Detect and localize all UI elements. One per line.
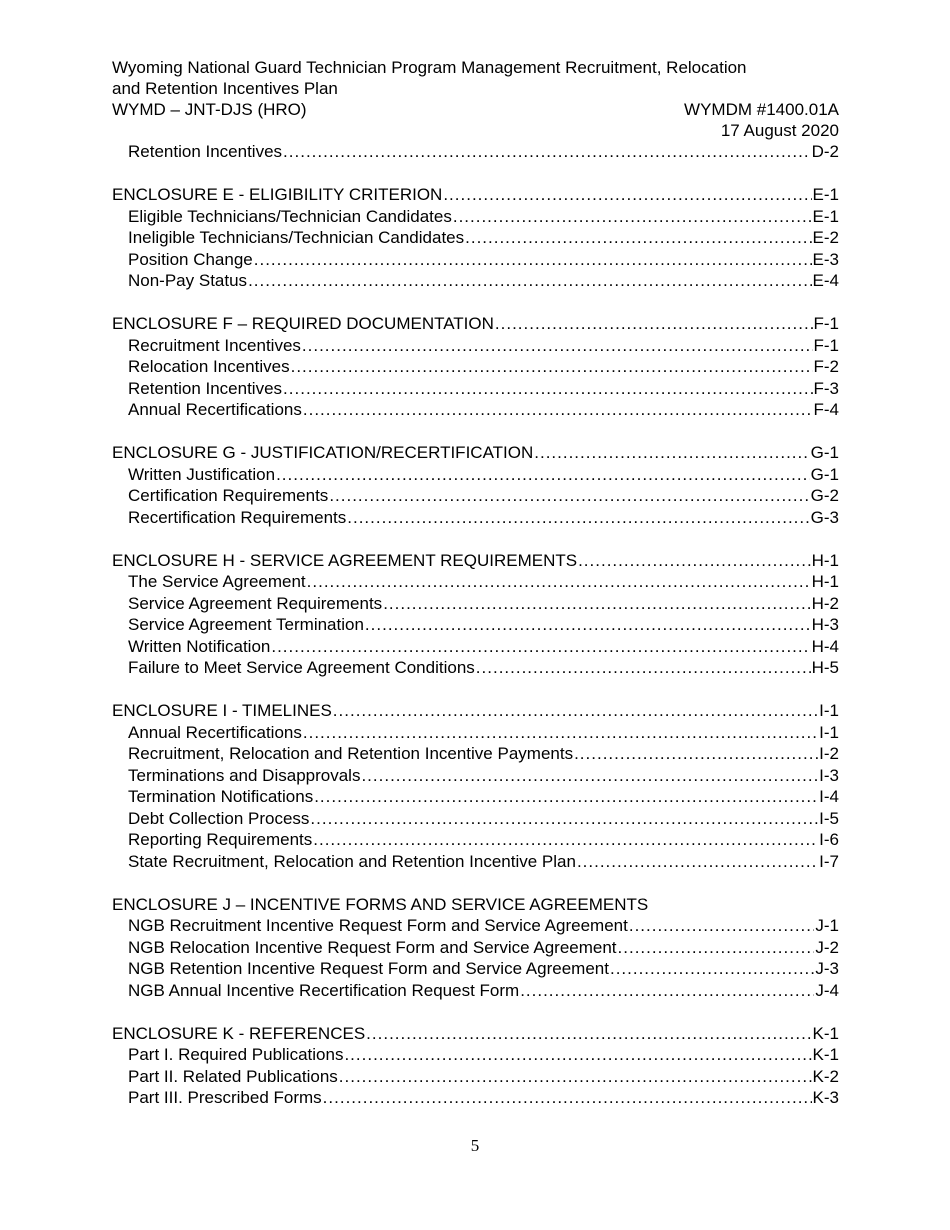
toc-entry-label: ENCLOSURE G - JUSTIFICATION/RECERTIFICATION [112, 443, 534, 462]
toc-spacer [112, 528, 839, 550]
toc-entry-label: ENCLOSURE J – INCENTIVE FORMS AND SERVICE AGREEMENTS [112, 894, 649, 914]
toc-entry-label: State Recruitment, Relocation and Retention Incentive Plan [128, 851, 576, 871]
toc-subentry[interactable] [112, 980, 839, 1002]
toc-entry-page: F-4 [813, 400, 839, 419]
toc-entry-label: Recruitment Incentives [128, 335, 301, 355]
toc-dot-leader [578, 550, 811, 572]
toc-dot-leader [303, 722, 818, 744]
toc-dot-leader [618, 937, 815, 959]
toc-subentry[interactable] [112, 485, 839, 507]
header-date: 17 August 2020 [720, 121, 839, 140]
toc-entry-page: H-1 [811, 550, 839, 570]
toc-dot-leader [365, 614, 811, 636]
toc-entry-label: ENCLOSURE K - REFERENCES [112, 1023, 366, 1043]
toc-entry-page: D-2 [811, 142, 839, 161]
toc-entry-page: K-1 [812, 1023, 839, 1043]
toc-spacer [112, 292, 839, 314]
toc-entry-page: E-2 [812, 228, 839, 247]
toc-entry-label: NGB Relocation Incentive Request Form and Service Agreement [128, 937, 617, 957]
toc-entry-label: NGB Annual Incentive Recertification Request Form [128, 980, 520, 1000]
toc-entry-label: Part I. Required Publications [128, 1045, 344, 1064]
toc-entry-page: I-1 [819, 722, 839, 742]
toc-entry-label: Part II. Related Publications [128, 1066, 338, 1086]
toc-subentry[interactable] [112, 765, 839, 787]
toc-subentry[interactable] [112, 851, 839, 873]
header-office-row [112, 99, 839, 120]
toc-entry-page: I-6 [819, 830, 839, 849]
toc-subentry[interactable] [112, 829, 839, 851]
toc-subentry[interactable] [112, 743, 839, 765]
toc-subentry[interactable] [112, 1087, 839, 1109]
toc-enclosure-entry[interactable] [112, 313, 839, 335]
toc-subentry[interactable] [112, 593, 839, 615]
toc-entry-page: H-2 [811, 593, 839, 613]
toc-spacer [112, 679, 839, 701]
header-doc-number: WYMDM #1400.01A [684, 100, 839, 119]
toc-enclosure-entry[interactable] [112, 1023, 839, 1045]
toc-entry-label: Terminations and Disapprovals [128, 765, 361, 785]
toc-entry-label: Annual Recertifications [128, 722, 302, 742]
toc-dot-leader [577, 851, 818, 873]
toc-dot-leader [534, 442, 809, 464]
toc-dot-leader [310, 808, 818, 830]
toc-entry-page: F-3 [813, 378, 839, 398]
toc-dot-leader [283, 378, 812, 400]
toc-dot-leader [361, 765, 818, 787]
toc-dot-leader [323, 1087, 812, 1109]
toc-entry-label: Recertification Requirements [128, 507, 347, 527]
toc-subentry[interactable] [112, 1066, 839, 1088]
toc-dot-leader [495, 313, 813, 335]
toc-entry-page: K-3 [812, 1088, 839, 1107]
toc-entry-page: J-2 [815, 937, 839, 957]
toc-subentry[interactable] [112, 507, 839, 529]
toc-subentry[interactable] [112, 915, 839, 937]
toc-subentry[interactable] [112, 206, 839, 228]
page-number: 5 [470, 1136, 480, 1155]
toc-dot-leader [271, 636, 810, 658]
toc-entry-page: F-1 [813, 335, 839, 355]
toc-entry-page: H-4 [811, 636, 839, 656]
toc-entry-label: ENCLOSURE H - SERVICE AGREEMENT REQUIREMENTS [112, 550, 578, 570]
toc-entry-label: ENCLOSURE F – REQUIRED DOCUMENTATION [112, 314, 494, 333]
toc-subentry[interactable] [112, 722, 839, 744]
toc-dot-leader [610, 958, 814, 980]
toc-subentry[interactable] [112, 249, 839, 271]
toc-spacer [112, 163, 839, 185]
header-title-line-2: and Retention Incentives Plan [112, 79, 338, 98]
toc-entry-page: E-4 [812, 271, 839, 290]
toc-entry-page: E-3 [812, 249, 839, 269]
toc-entry-label: NGB Recruitment Incentive Request Form and Service Agreement [128, 916, 628, 935]
toc-enclosure-entry[interactable] [112, 894, 839, 916]
toc-subentry[interactable] [112, 614, 839, 636]
toc-entry-page: G-1 [810, 464, 839, 484]
header-title-line-1: Wyoming National Guard Technician Program Management Recruitment, Relocation [112, 58, 747, 77]
toc-entry-label: ENCLOSURE E - ELIGIBILITY CRITERION [112, 185, 443, 204]
toc-entry-page: G-1 [810, 443, 839, 462]
toc-entry-label: Failure to Meet Service Agreement Conditions [128, 658, 475, 677]
toc-entry-page: K-1 [812, 1045, 839, 1064]
toc-subentry[interactable] [112, 636, 839, 658]
header-office: WYMD – JNT-DJS (HRO) [112, 100, 307, 119]
toc-entry-label: NGB Retention Incentive Request Form and Service Agreement [128, 959, 609, 978]
toc-dot-leader [302, 335, 813, 357]
toc-entry-page: J-4 [815, 980, 839, 1000]
toc-dot-leader [333, 700, 818, 722]
toc-subentry[interactable] [112, 657, 839, 679]
toc-entry-page: I-7 [819, 851, 839, 871]
toc-dot-leader [574, 743, 818, 765]
toc-dot-leader [347, 507, 809, 529]
toc-entry-page: I-3 [819, 765, 839, 785]
toc-subentry[interactable] [112, 464, 839, 486]
toc-entry-page: E-1 [812, 206, 839, 226]
toc-dot-leader [248, 270, 811, 292]
toc-dot-leader [254, 249, 812, 271]
toc-entry-label: Non-Pay Status [128, 271, 248, 290]
toc-entry-label: Ineligible Technicians/Technician Candidates [128, 228, 465, 247]
toc-dot-leader [476, 657, 811, 679]
toc-subentry[interactable] [112, 937, 839, 959]
toc-enclosure-entry[interactable] [112, 442, 839, 464]
toc-entry-label: Retention Incentives [128, 378, 283, 398]
toc-dot-leader [339, 1066, 812, 1088]
document-page [112, 57, 839, 1109]
table-of-contents [112, 141, 839, 1109]
toc-subentry[interactable] [112, 141, 839, 163]
toc-dot-leader [307, 571, 811, 593]
toc-entry-page: H-3 [811, 615, 839, 634]
toc-entry-label: Retention Incentives [128, 142, 283, 161]
toc-entry-label: ENCLOSURE I - TIMELINES [112, 701, 332, 720]
toc-entry-page: K-2 [812, 1066, 839, 1086]
toc-entry-page: H-5 [811, 658, 839, 677]
toc-dot-leader [344, 1044, 811, 1066]
toc-entry-label: Written Notification [128, 636, 271, 656]
toc-entry-label: Annual Recertifications [128, 400, 302, 419]
toc-entry-label: Part III. Prescribed Forms [128, 1088, 322, 1107]
toc-entry-page: F-1 [813, 314, 839, 333]
toc-spacer [112, 872, 839, 894]
toc-entry-page: J-1 [815, 916, 839, 935]
toc-enclosure-entry[interactable] [112, 700, 839, 722]
toc-spacer [112, 1001, 839, 1023]
toc-entry-label: Relocation Incentives [128, 357, 290, 376]
toc-entry-page: E-1 [812, 185, 839, 204]
toc-dot-leader [629, 915, 815, 937]
toc-entry-page: I-1 [819, 701, 839, 720]
toc-entry-label: Termination Notifications [128, 787, 314, 806]
toc-subentry[interactable] [112, 571, 839, 593]
toc-entry-label: Service Agreement Requirements [128, 593, 383, 613]
toc-entry-label: Certification Requirements [128, 486, 329, 505]
toc-subentry[interactable] [112, 1044, 839, 1066]
toc-entry-page: J-3 [815, 959, 839, 978]
toc-subentry[interactable] [112, 399, 839, 421]
toc-dot-leader [283, 141, 811, 163]
toc-enclosure-entry[interactable] [112, 550, 839, 572]
toc-dot-leader [291, 356, 813, 378]
toc-entry-label: Service Agreement Termination [128, 615, 364, 634]
toc-entry-label: Debt Collection Process [128, 808, 310, 828]
toc-subentry[interactable] [112, 378, 839, 400]
toc-dot-leader [383, 593, 810, 615]
toc-entry-page: I-4 [819, 787, 839, 806]
toc-dot-leader [443, 184, 811, 206]
toc-entry-label: Written Justification [128, 464, 276, 484]
toc-dot-leader [276, 464, 810, 486]
toc-entry-label: Recruitment, Relocation and Retention Incentive Payments [128, 744, 574, 763]
toc-subentry[interactable] [112, 335, 839, 357]
toc-entry-label: Eligible Technicians/Technician Candidates [128, 206, 452, 226]
toc-dot-leader [313, 829, 818, 851]
toc-dot-leader [303, 399, 813, 421]
toc-spacer [112, 421, 839, 443]
toc-subentry[interactable] [112, 808, 839, 830]
toc-subentry[interactable] [112, 786, 839, 808]
toc-dot-leader [366, 1023, 811, 1045]
toc-entry-page: I-2 [819, 744, 839, 763]
toc-entry-label: The Service Agreement [128, 572, 306, 591]
toc-entry-page: G-3 [810, 507, 839, 527]
toc-entry-page: I-5 [819, 808, 839, 828]
toc-entry-page: G-2 [810, 486, 839, 505]
toc-dot-leader [465, 227, 811, 249]
toc-subentry[interactable] [112, 958, 839, 980]
toc-entry-page: H-1 [811, 572, 839, 591]
toc-dot-leader [314, 786, 818, 808]
toc-entry-label: Position Change [128, 249, 253, 269]
toc-entry-label: Reporting Requirements [128, 830, 313, 849]
toc-subentry[interactable] [112, 356, 839, 378]
toc-subentry[interactable] [112, 270, 839, 292]
toc-dot-leader [520, 980, 814, 1002]
toc-dot-leader [453, 206, 812, 228]
toc-subentry[interactable] [112, 227, 839, 249]
toc-entry-page: F-2 [813, 357, 839, 376]
toc-dot-leader [329, 485, 809, 507]
toc-enclosure-entry[interactable] [112, 184, 839, 206]
